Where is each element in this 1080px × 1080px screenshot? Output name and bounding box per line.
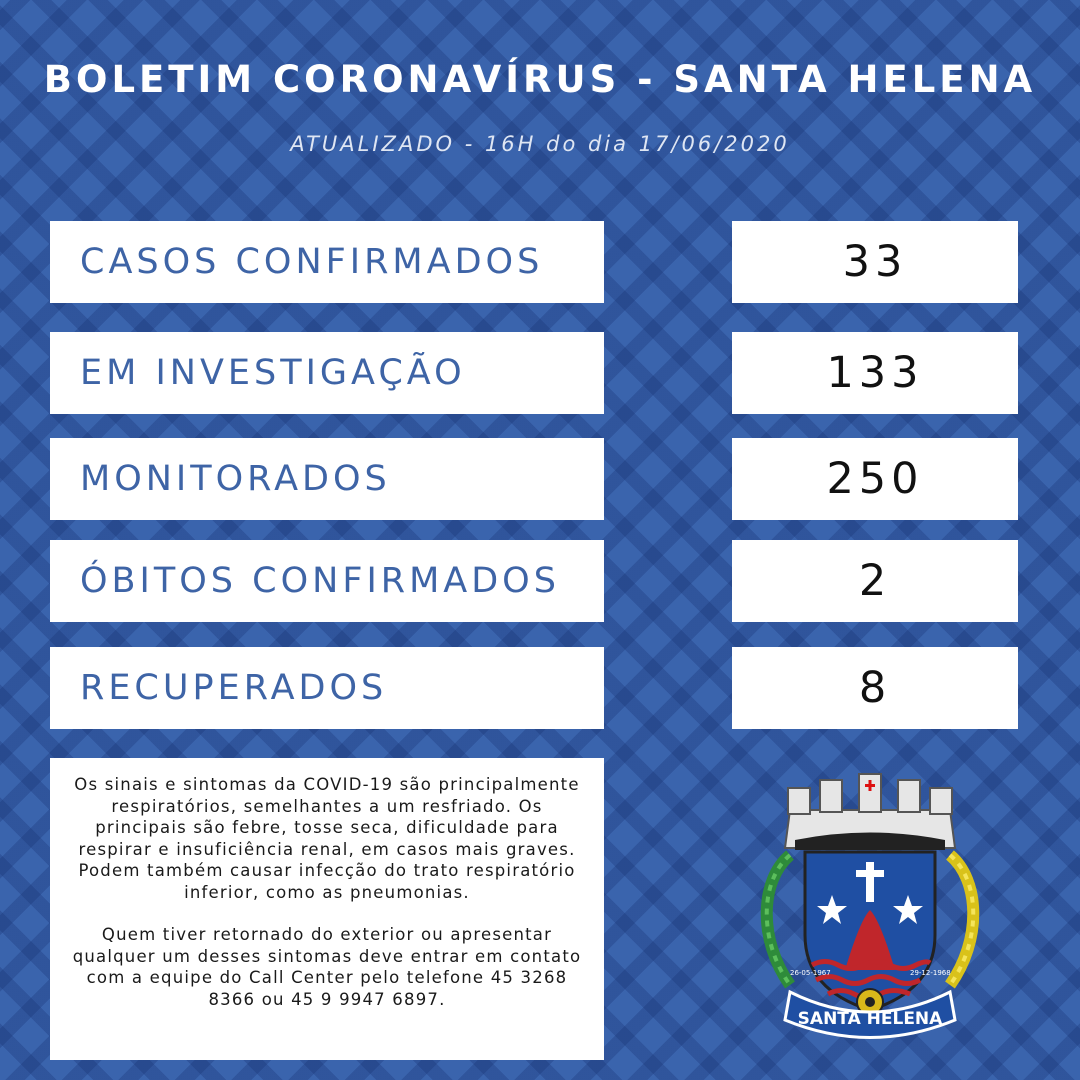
emblem-date-right: 29-12-1968: [910, 969, 951, 977]
stat-label-monitored: MONITORADOS: [80, 459, 391, 499]
stat-label-deaths: ÓBITOS CONFIRMADOS: [80, 561, 560, 601]
stat-value-investigation: 133: [826, 348, 924, 398]
stat-value-box-recovered: [732, 647, 1018, 729]
stat-label-box-recovered: [50, 647, 604, 729]
stat-value-box-investigation: [732, 332, 1018, 414]
emblem-name-text: SANTA HELENA: [797, 1009, 943, 1029]
stat-label-box-monitored: [50, 438, 604, 520]
stat-label-box-confirmed: [50, 221, 604, 303]
info-box: [50, 758, 604, 1060]
emblem-date-left: 26-05-1967: [790, 969, 831, 977]
stat-label-investigation: EM INVESTIGAÇÃO: [80, 353, 466, 393]
stat-label-confirmed: CASOS CONFIRMADOS: [80, 242, 544, 282]
symptoms-paragraph: Os sinais e sintomas da COVID-19 são principalmente respiratórios, semelhantes a um resfriado. Os principais são febre, tosse seca, dificuldade para respirar e insuficiência renal, em casos mais graves. Podem também causar infecção do trato respiratório inferior, como as pneumonias.: [74, 775, 580, 902]
stat-value-recovered: 8: [858, 663, 892, 713]
update-subtitle: ATUALIZADO - 16H do dia 17/06/2020: [290, 132, 790, 156]
contact-paragraph: Quem tiver retornado do exterior ou apresentar qualquer um desses sintomas deve entrar em contato com a equipe do Call Center pelo telefone 45 3268 8366 ou 45 9 9947 6897.: [72, 925, 582, 1009]
stat-value-box-monitored: [732, 438, 1018, 520]
stat-label-box-deaths: [50, 540, 604, 622]
stat-label-recovered: RECUPERADOS: [80, 668, 388, 708]
stat-value-monitored: 250: [826, 454, 924, 504]
stat-value-box-confirmed: [732, 221, 1018, 303]
stat-label-box-investigation: [50, 332, 604, 414]
city-coat-of-arms-emblem: [750, 770, 990, 1040]
stat-value-deaths: 2: [858, 556, 892, 606]
stat-value-box-deaths: [732, 540, 1018, 622]
page-title: BOLETIM CORONAVÍRUS - SANTA HELENA: [43, 58, 1037, 101]
stat-value-confirmed: 33: [842, 237, 908, 287]
